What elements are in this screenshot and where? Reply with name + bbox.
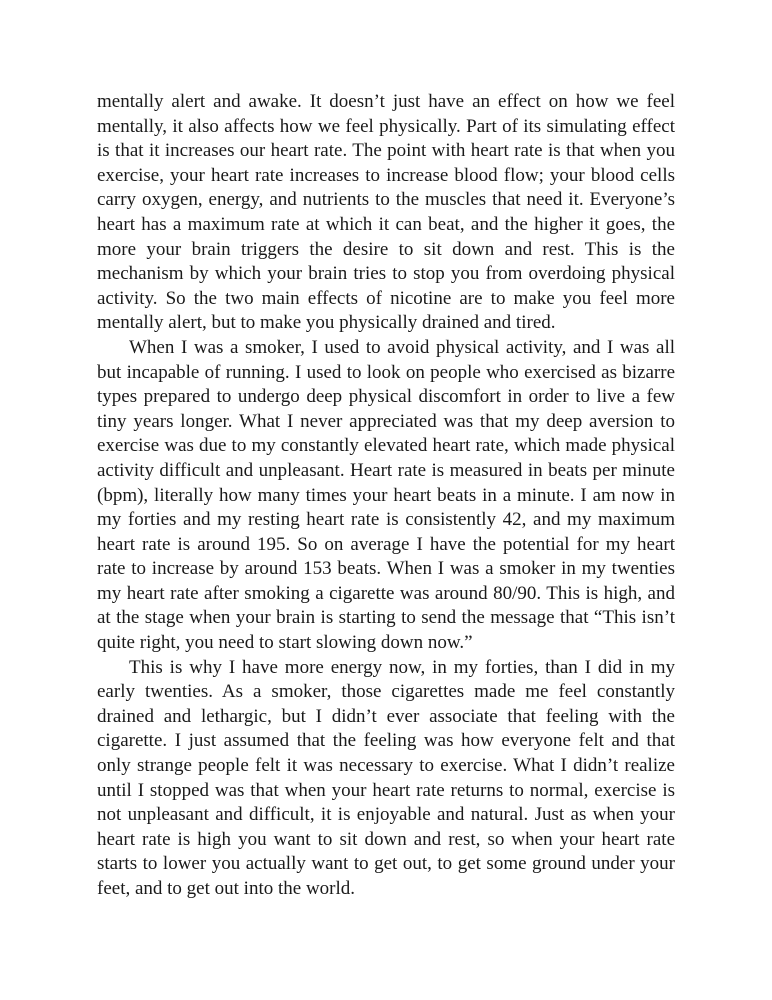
paragraph-smoker-activity: When I was a smoker, I used to avoid physical activity, and I was all but incapable of running. I used to look on people who exercised as bizarre types prepared to undergo deep physical discomfort in order to live a few tiny years longer. What I never appreciated was that my deep aversion to exercise was due to my constantly elevated heart rate, which made physical activity difficult and unpleasant. Heart rate is measured in beats per minute (bpm), literally how many times your heart beats in a minute. I am now in my forties and my resting heart rate is consistently 42, and my maximum heart rate is around 195. So on average I have the potential for my heart rate to increase by around 153 beats. When I was a smoker in my twenties my heart rate after smoking a cigarette was around 80/90. This is high, and at the stage when your brain is starting to send the message that “This isn’t quite right, you need to start slowing down now.”	[97, 336, 675, 654]
paragraph-continued: mentally alert and awake. It doesn’t just have an effect on how we feel mentally, it also affects how we feel physically. Part of its simulating effect is that it increases our heart rate. The point with heart rate is that when you exercise, your heart rate increases to increase blood flow; your blood cells carry oxygen, energy, and nutrients to the muscles that need it. Everyone’s heart has a maximum rate at which it can beat, and the higher it goes, the more your brain triggers the desire to sit down and rest. This is the mechanism by which your brain tries to stop you from overdoing physical activity. So the two main effects of nicotine are to make you feel more mentally alert, but to make you physically drained and tired.	[97, 91, 675, 334]
body-text	[97, 90, 675, 902]
paragraph-energy-now: This is why I have more energy now, in my forties, than I did in my early twenties. As a smoker, those cigarettes made me feel constantly drained and lethargic, but I didn’t ever associate that feeling with the cigarette. I just assumed that the feeling was how everyone felt and that only strange people felt it was necessary to exercise. What I didn’t realize until I stopped was that when your heart rate returns to normal, exercise is not unpleasant and difficult, it is enjoyable and natural. Just as when your heart rate is high you want to sit down and rest, so when your heart rate starts to lower you actually want to get out, to get some ground under your feet, and to get out into the world.	[97, 656, 675, 899]
